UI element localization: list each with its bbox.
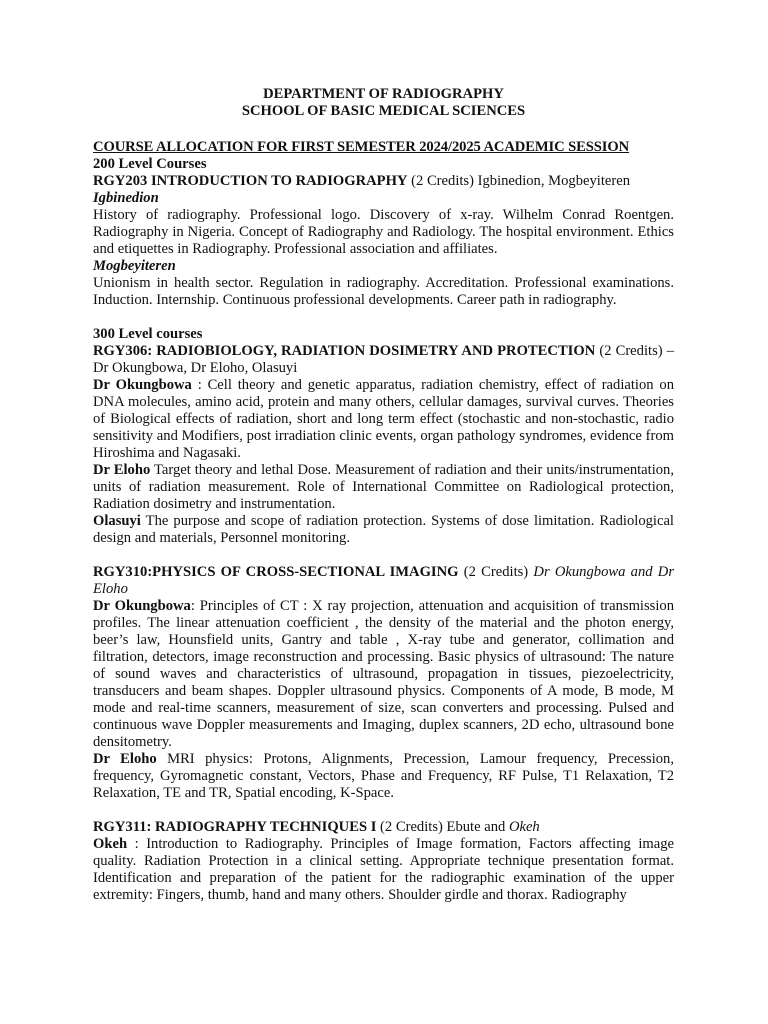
- course-lecturer-okeh: Okeh: [508, 819, 540, 835]
- course-code-title: RGY310:PHYSICS OF CROSS-SECTIONAL IMAGING: [93, 564, 459, 580]
- course-code-title: RGY203 INTRODUCTION TO RADIOGRAPHY: [93, 173, 408, 189]
- course-credits: (2 Credits) – Dr Okungbowa, Dr Eloho, Olasuyi: [93, 343, 674, 376]
- lecturer-topics: : Principles of CT : X ray projection, attenuation and acquisition of transmission profiles. The linear attenuation coefficient , the density of the material and the photon energy, beer’s law, Hounsfield units, Gantry and table , X-ray tube and generator, collimation and filtration, detectors, image reconstruction and processing. Basic physics of ultrasound: The nature of sound waves and characteristics of ultrasound, propagation in tissues, piezoelectricity, transducers and beam shapes. Doppler ultrasound physics. Components of A mode, B mode, M mode and real-time scanners, measurement of size, scan converters and processing. Pulsed and continuous wave Doppler measurements and Imaging, duplex scanners, 2D echo, ultrasound bone densitometry.: [93, 598, 674, 750]
- lecturer-topics: Target theory and lethal Dose. Measurement of radiation and their units/instrumentation, units of radiation measurement. Role of International Committee on Radiological protection, Radiation dosimetry and instrumentation.: [93, 462, 675, 512]
- lecturer-topics: : Cell theory and genetic apparatus, radiation chemistry, effect of radiation on DNA molecules, amino acid, protein and many others, cellular damages, survival curves. Theories of Biological effects of radiation, short and long term effect (stochastic and non-stochastic, radio sensitivity and Modifiers, post irradiation clinic events, organ pathology syndromes, evidence from Hiroshima and Nagasaki.: [93, 377, 674, 461]
- rgy311-okeh: [93, 836, 674, 904]
- lecturer-name: Dr Eloho: [93, 751, 157, 767]
- lecturer-mogbeyiteren: Mogbeyiteren: [93, 258, 176, 274]
- level-300-heading: 300 Level courses: [93, 326, 203, 342]
- mogbeyiteren-topics: Unionism in health sector. Regulation in radiography. Accreditation. Professional examinations. Induction. Internship. Continuous professional developments. Career path in radiography.: [93, 275, 674, 308]
- lecturer-name: Dr Eloho: [93, 462, 151, 478]
- level-200-heading: 200 Level Courses: [93, 156, 207, 172]
- course-code-title: RGY306: RADIOBIOLOGY, RADIATION DOSIMETRY AND PROTECTION: [93, 343, 596, 359]
- rgy306-olasuyi: [93, 513, 674, 547]
- lecturer-name: Olasuyi: [93, 513, 141, 529]
- course-credits: (2 Credits): [458, 564, 534, 580]
- lecturer-topics: : Introduction to Radiography. Principles of Image formation, Factors affecting image quality. Radiation Protection in a clinical setting. Appropriate technique presentation format. Identification and preparation of the patient for the radiographic examination of the upper extremity: Fingers, thumb, hand and many others. Shoulder girdle and thorax. Radiography: [93, 836, 674, 903]
- igbinedion-topics: History of radiography. Professional logo. Discovery of x-ray. Wilhelm Conrad Roentgen. Radiography in Nigeria. Concept of Radiography and Radiology. The hospital environment. Ethics and etiquettes in Radiography. Professional association and affiliates.: [93, 207, 674, 257]
- document-page: [93, 86, 674, 904]
- school-heading: SCHOOL OF BASIC MEDICAL SCIENCES: [241, 103, 526, 119]
- course-lecturers: Dr Okungbowa and Dr Eloho: [93, 564, 674, 597]
- course-credits: (2 Credits) Igbinedion, Mogbeyiteren: [411, 173, 630, 189]
- lecturer-name: Dr Okungbowa: [93, 377, 192, 393]
- department-heading: DEPARTMENT OF RADIOGRAPHY: [263, 86, 504, 102]
- lecturer-topics: MRI physics: Protons, Alignments, Precession, Lamour frequency, Precession, frequency, Gyromagnetic constant, Vectors, Phase and Frequency, RF Pulse, T1 Relaxation, T2 Relaxation, TE and TR, Spatial encoding, K-Space.: [93, 751, 674, 801]
- course-rgy306-title: [93, 343, 674, 377]
- course-rgy203-title: [93, 173, 674, 190]
- lecturer-name: Dr Okungbowa: [93, 598, 191, 614]
- course-code-title: RGY311: RADIOGRAPHY TECHNIQUES I: [93, 819, 377, 835]
- rgy306-eloho: [93, 462, 674, 513]
- course-credits: (2 Credits) Ebute and: [376, 819, 509, 835]
- lecturer-name: Okeh: [93, 836, 128, 852]
- rgy310-okungbowa: [93, 598, 674, 751]
- lecturer-topics: The purpose and scope of radiation protection. Systems of dose limitation. Radiological design and materials, Personnel monitoring.: [93, 513, 674, 546]
- allocation-title: COURSE ALLOCATION FOR FIRST SEMESTER 2024/2025 ACADEMIC SESSION: [93, 139, 630, 155]
- lecturer-igbinedion: Igbinedion: [93, 190, 159, 206]
- course-rgy311-title: [93, 819, 674, 836]
- rgy310-eloho: [93, 751, 674, 802]
- rgy306-okungbowa: [93, 377, 674, 462]
- course-rgy310-title: [93, 564, 674, 598]
